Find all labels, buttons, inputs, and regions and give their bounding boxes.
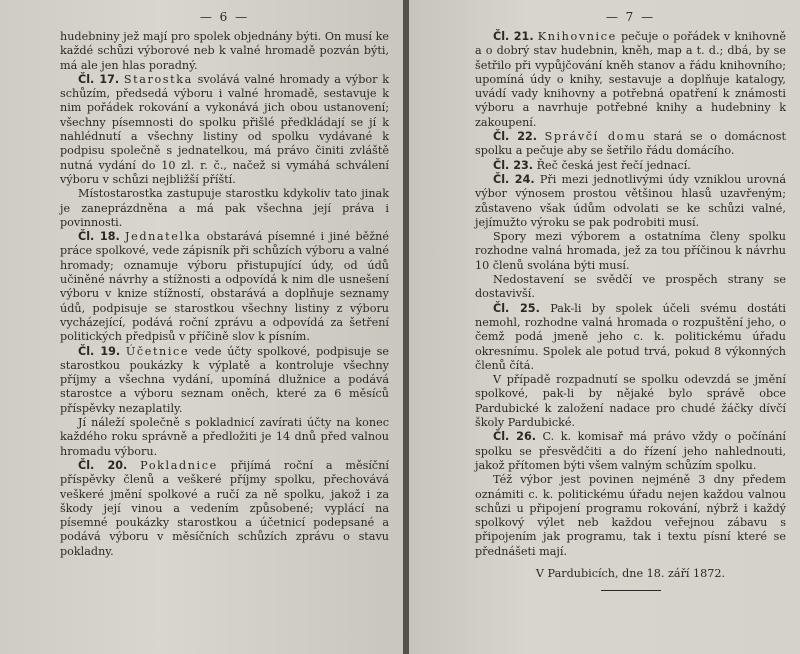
paragraph-text: obstarává písemné i jiné běžné práce spolkové, vede zápisník při schůzích výboru a valné hromady; oznamuje výboru přistupující údy, od údů učiněné návrhy a stížnosti a odpovídá k nim dle usnešení výboru v knize stížností, obstarává a doplňuje seznamy údů, podpisuje se starostkou všechny listiny z výboru vycházející, podává roční zprávu a odpovídá za šetření politických předpisů v příčině slov k písním. [60,230,389,344]
signature-line: V Pardubicích, dne 18. září 1872. [535,566,726,580]
paragraph [475,130,786,159]
paragraph [475,273,786,302]
paragraph [475,430,786,473]
paragraph-text: vede účty spolkové, podpisuje se starostkou poukázky k výplatě a kontroluje všechny příjmy a všechna vydání, upomíná dlužnice a podává starostce a výboru seznam oněch, které za 6 měsíců příspěvky nezaplatily. [60,344,389,415]
paragraph [60,187,389,230]
paragraph-text: C. k. komisař má právo vždy o počínání spolku se přesvědčiti a do řízení jeho nahlednouti, jakož přítomen býti všem valným schůzím spolku. [475,430,787,472]
paragraph [60,459,389,559]
paragraph [60,345,389,416]
article-number: Čl. 25. [493,301,540,315]
paragraph [475,373,786,430]
paragraph-text: Řeč česká jest řečí jednací. [536,158,691,172]
paragraph-text: Též výbor jest povinen nejméně 3 dny předem oznámiti c. k. politickému úřadu nejen každou valnou schůzi u připojení programu rokování, nýbrž i každý spolkový výlet neb každou veřejnou zábavu s připojením jak programu, tak i textu písní které se přednášeti mají. [475,473,786,558]
paragraph [475,473,786,559]
paragraph [60,416,389,459]
paragraph-text: Při mezi jednotlivými údy vzniklou urovná výbor výnosem prostou většinou hlasů uzavřeným; zůstaveno však údům odvolati se ke schůzi valné, jejímužto výroku se pak podrobiti musí. [475,172,787,229]
article-lead: Knihovnice [537,30,617,43]
article-number: Čl. 19. [78,344,121,358]
paragraph [475,30,786,130]
paragraph [60,73,389,187]
page-body [475,30,786,559]
paragraph-text: Pak-li by spolek účeli svému dostáti nemohl, rozhodne valná hromada o rozpuštění jeho, o čemž podá jmeně jeho c. k. politickému úřadu okresnímu. Spolek ale potud trvá, pokud 8 výkonných členů čítá. [475,301,786,372]
page-body [60,30,389,559]
right-page [409,0,800,654]
closing-rule [601,590,661,591]
paragraph [60,30,389,73]
page-number: — 7 — [605,10,656,24]
paragraph-text: Nedostavení se svědčí ve prospěch strany se dostavivší. [475,273,786,301]
article-number: Čl. 26. [493,430,536,444]
paragraph-text: Místostarostka zastupuje starostku kdykoliv tato jinak je zaneprázdněna a má pak všechna její práva i povinnosti. [60,187,389,229]
paragraph-text: Spory mezi výborem a ostatníma členy spolku rozhodne valná hromada, jež za tou příčinou k návrhu 10 členů svolána býti musí. [475,230,786,272]
article-number: Čl. 22. [493,130,538,144]
article-lead: Starostka [123,72,193,86]
paragraph [60,230,389,344]
article-number: Čl. 18. [78,230,120,244]
article-number: Čl. 17. [78,72,120,86]
paragraph-text: stará se o domácnost spolku a pečuje aby se šetřilo řádu domácího. [475,130,786,158]
article-number: Čl. 20. [78,458,128,472]
paragraph [475,302,786,373]
paragraph [475,159,786,173]
paragraph [475,230,786,273]
page-number: — 6 — [199,10,250,24]
paragraph [475,173,786,230]
paragraph-text: hudebniny jež mají pro spolek objednány býti. On musí ke každé schůzi výborové neb k valné hromadě pozván býti, má ale jen hlas poradný. [60,30,389,72]
paragraph-text: V případě rozpadnutí se spolku odevzdá se jmění spolkové, pak-li by nějaké bylo správě obce Pardubické k založení nadace pro chudé žáčky dívčí školy Pardubické. [475,373,786,430]
article-lead: Správčí domu [544,130,647,144]
article-number: Čl. 24. [493,172,535,186]
article-number: Čl. 23. [493,158,534,172]
paragraph-text: Jí náleží společně s pokladnicí zavírati účty na konec každého roku správně a předložiti je 14 dnů před valnou hromadu výboru. [60,416,389,458]
paragraph-text: přijímá roční a měsíční příspěvky členů a veškeré příjmy spolku, přechovává veškeré jmění spolkové a ručí za ně spolku, jakož i za škody její vinou a vedením způsobené; vyplácí na písemné poukázky starostkou a účetnicí podepsané a podává výboru v měsíčních schůzích zprávu o stavu pokladny. [60,458,389,558]
article-lead: Jednatelka [125,230,202,244]
article-number: Čl. 21. [493,30,534,43]
paragraph-text: pečuje o pořádek v knihovně a o dobrý stav hudebnin, kněh, map a t. d.; dbá, by se šetřilo při vypůjčování kněh stanov a řádu knihovního; upomíná údy o knihy, sestavuje a doplňuje katalogy, uvádí vady knihovny a potřebná opatření k známosti výboru a navrhuje potřebné knihy a hudebniny k zakoupení. [475,30,786,129]
article-lead: Pokladnice [140,458,218,472]
article-lead: Účetnice [125,344,190,358]
paragraph-text: svolává valné hromady a výbor k schůzím, předsedá výboru i valné hromadě, sestavuje k nim pořádek rokování a vykonává jich obou ustanovení; všechny písemnosti do spolku přišlé předkládají se jí k nahlédnutí a všechny listiny od spolku vydávané k podpisu společně s jednatelkou, má právo činiti zvláště nutná vydání do 10 zl. r. č., načež si vymáhá schválení výboru v schůzi nejbližší příští. [60,72,389,186]
